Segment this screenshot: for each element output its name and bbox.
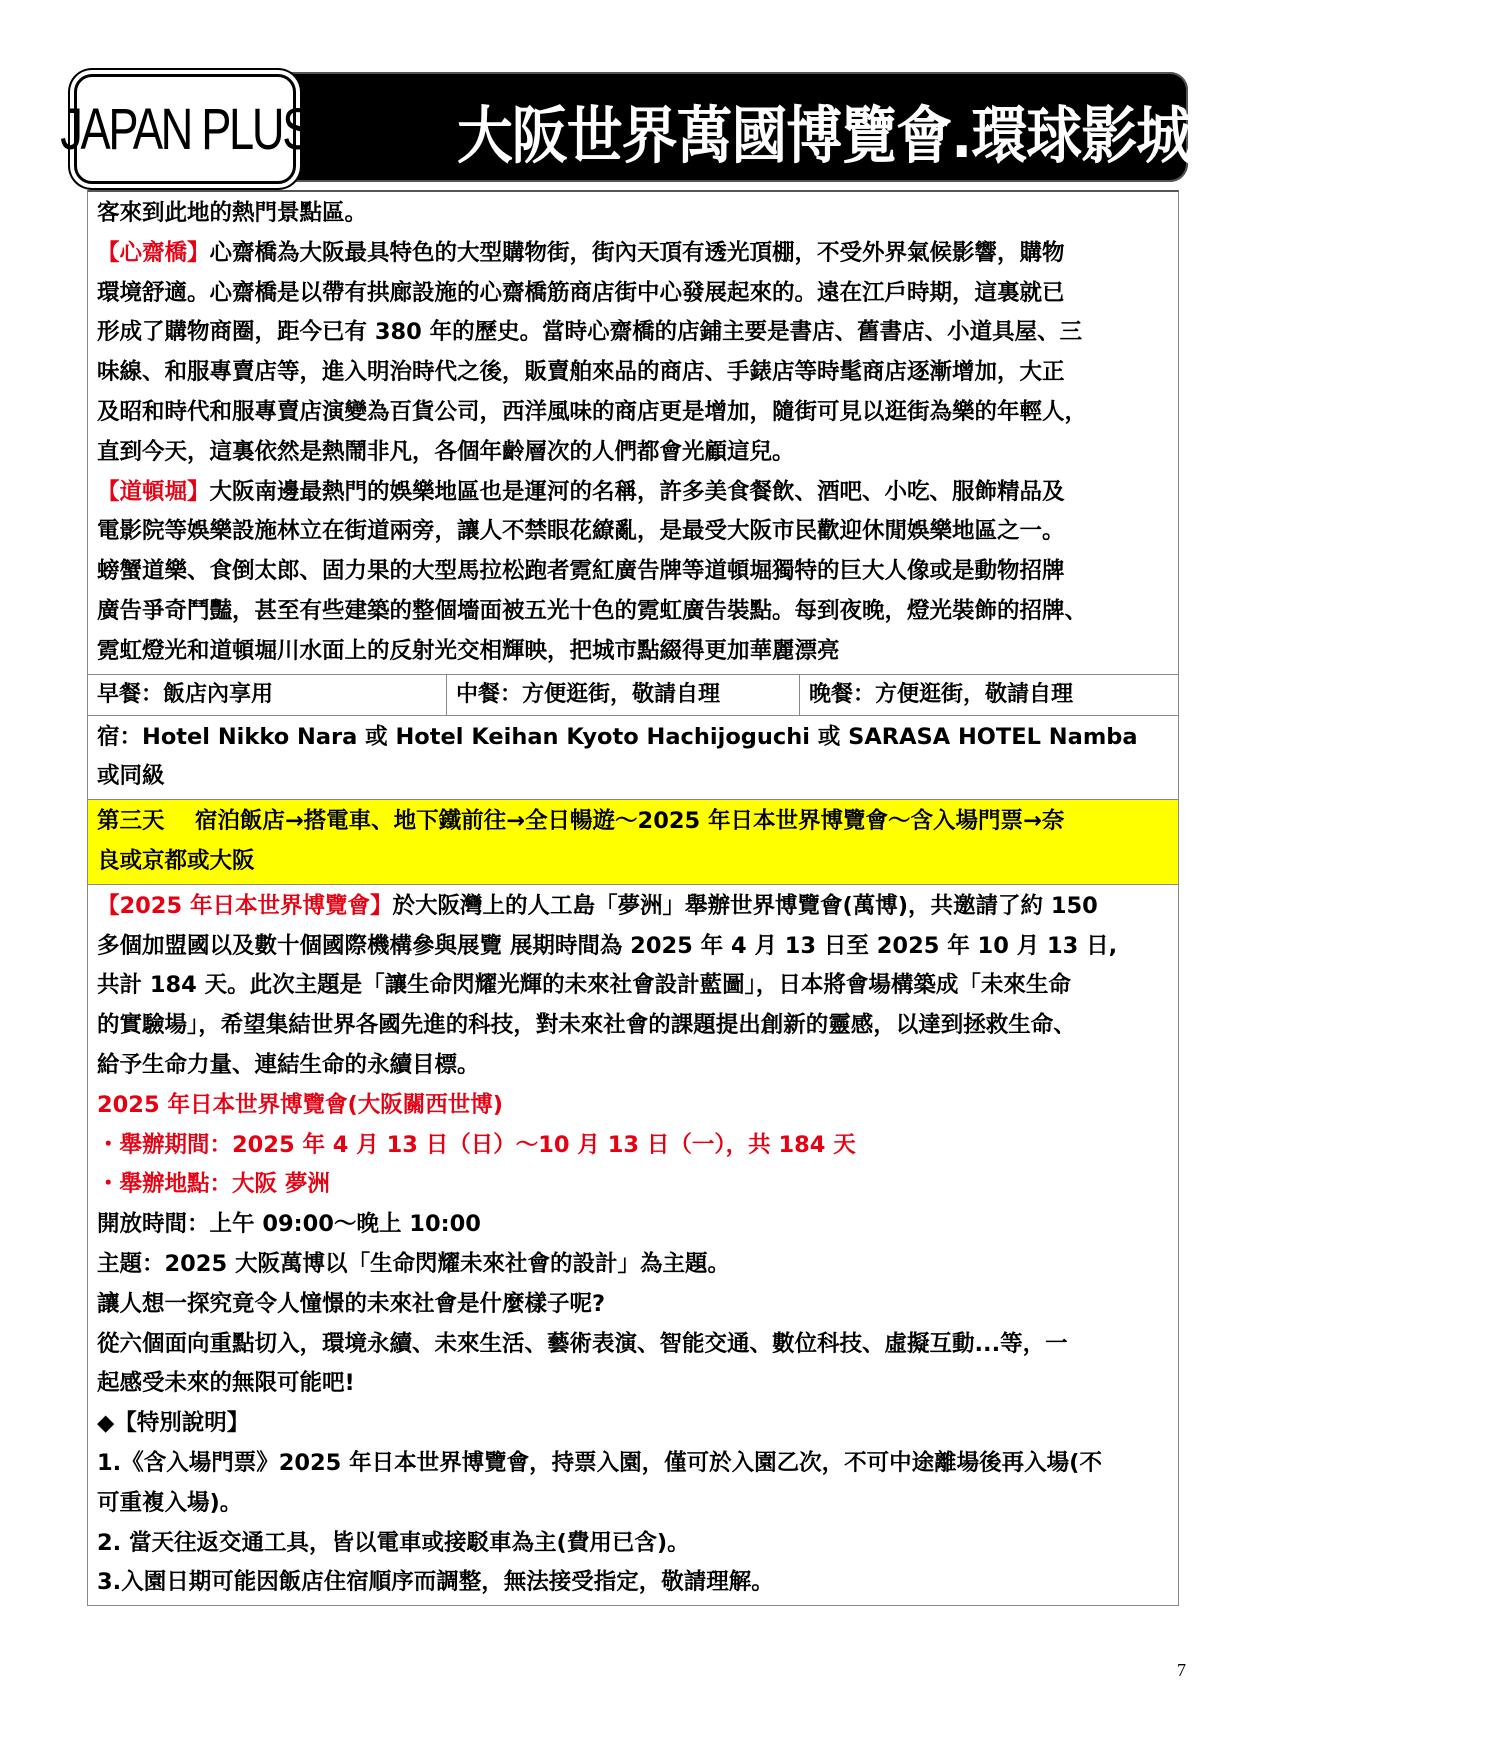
expo-section xyxy=(88,885,1178,1605)
expo-period: ・舉辦期間：2025 年 4 月 13 日（日）～10 月 13 日（一），共 184 天 xyxy=(97,1131,856,1158)
expo-line: 共計 184 天。此次主題是「讓生命閃耀光輝的未來社會設計藍圖」，日本將會場構築成「未來生命 xyxy=(97,972,1071,999)
meals-row xyxy=(88,675,1178,716)
brand-logo xyxy=(60,74,310,184)
itinerary-table xyxy=(87,190,1179,1606)
dotonbori-line: 螃蟹道樂、食倒太郎、固力果的大型馬拉松跑者霓紅廣告牌等道頓堀獨特的巨大人像或是動物招牌 xyxy=(97,558,1065,585)
expo-venue: ・舉辦地點：大阪 夢洲 xyxy=(97,1171,330,1198)
dotonbori-line: 電影院等娛樂設施林立在街道兩旁，讓人不禁眼花繚亂，是最受大阪市民歡迎休閒娛樂地區之一。 xyxy=(97,518,1065,545)
attractions-section xyxy=(88,192,1178,675)
day-heading-line: 第三天 宿泊飯店→搭電車、地下鐵前往→全日暢遊～2025 年日本世界博覽會～含入場門票→奈 xyxy=(97,808,1065,835)
dotonbori-line: 廣告爭奇鬥豔，甚至有些建築的整個墻面被五光十色的霓虹廣告裝點。每到夜晚，燈光裝飾的招牌、 xyxy=(97,597,1088,624)
dotonbori-tag: 【道頓堀】 xyxy=(97,478,210,505)
special-note: 可重複入場)。 xyxy=(97,1489,243,1516)
brand-name: JAPAN PLUS xyxy=(60,96,310,162)
page-number: 7 xyxy=(1177,1660,1186,1680)
expo-question: 讓人想一探究竟令人憧憬的未來社會是什麼樣子呢? xyxy=(97,1290,606,1317)
expo-focus-line: 從六個面向重點切入，環境永續、未來生活、藝術表演、智能交通、數位科技、虛擬互動...等，一 xyxy=(97,1330,1068,1357)
intro-line: 客來到此地的熱門景點區。 xyxy=(97,200,368,226)
shinsaibashi-line: 【心齋橋】心齋橋為大阪最具特色的大型購物街，街內天頂有透光頂棚，不受外界氣候影響，購物 xyxy=(97,239,1065,266)
special-note: 1.《含入場門票》2025 年日本世界博覽會，持票入園，僅可於入園乙次，不可中途離場後再入場(不 xyxy=(97,1449,1102,1476)
shinsaibashi-line: 形成了購物商圈，距今已有 380 年的歷史。當時心齋橋的店鋪主要是書店、舊書店、小道具屋、三 xyxy=(97,319,1083,346)
shinsaibashi-line: 及昭和時代和服專賣店演變為百貨公司，西洋風味的商店更是增加，隨街可見以逛街為樂的年輕人， xyxy=(97,398,1088,425)
expo-line: 【2025 年日本世界博覽會】於大阪灣上的人工島「夢洲」舉辦世界博覽會(萬博)，共邀請了約 150 xyxy=(97,892,1098,919)
hotel-line: 宿：Hotel Nikko Nara 或 Hotel Keihan Kyoto Hachijoguchi 或 SARASA HOTEL Namba xyxy=(97,723,1138,750)
day-three-heading xyxy=(88,800,1178,885)
expo-tag: 【2025 年日本世界博覽會】 xyxy=(97,892,393,919)
expo-hours: 開放時間：上午 09:00～晚上 10:00 xyxy=(97,1211,481,1238)
page-header xyxy=(60,70,1486,186)
special-notes-title: ◆【特別說明】 xyxy=(97,1410,250,1437)
special-note: 2. 當天往返交通工具，皆以電車或接駁車為主(費用已含)。 xyxy=(97,1529,690,1556)
expo-line: 的實驗場」，希望集結世界各國先進的科技，對未來社會的課題提出創新的靈感，以達到拯救生命、 xyxy=(97,1012,1076,1039)
shinsaibashi-line: 味線、和服專賣店等，進入明治時代之後，販賣舶來品的商店、手錶店等時髦商店逐漸增加，大正 xyxy=(97,359,1065,386)
expo-line: 給予生命力量、連結生命的永續目標。 xyxy=(97,1051,480,1078)
expo-theme: 主題：2025 大阪萬博以「生命閃耀未來社會的設計」為主題。 xyxy=(97,1250,730,1277)
dotonbori-line: 霓虹燈光和道頓堀川水面上的反射光交相輝映，把城市點綴得更加華麗漂亮 xyxy=(97,637,840,664)
day-heading-line: 良或京都或大阪 xyxy=(97,847,255,874)
title-banner xyxy=(222,72,1486,182)
shinsaibashi-tag: 【心齋橋】 xyxy=(97,239,210,266)
lunch-cell: 中餐：方便逛街，敬請自理 xyxy=(446,675,799,715)
tour-title: 大阪世界萬國博覽會.環球影城.夢洲島五日 xyxy=(457,99,1486,172)
special-note: 3.入園日期可能因飯店住宿順序而調整，無法接受指定，敬請理解。 xyxy=(97,1569,774,1596)
dinner-cell: 晚餐：方便逛街，敬請自理 xyxy=(799,675,1178,715)
hotel-line: 或同級 xyxy=(97,763,165,790)
breakfast-cell: 早餐：飯店內享用 xyxy=(97,681,274,707)
hotel-row xyxy=(88,716,1178,801)
dotonbori-line: 【道頓堀】大阪南邊最熱門的娛樂地區也是運河的名稱，許多美食餐飲、酒吧、小吃、服飾精品及 xyxy=(97,478,1065,505)
expo-line: 多個加盟國以及數十個國際機構參與展覽 展期時間為 2025 年 4 月 13 日至 2025 年 10 月 13 日, xyxy=(97,932,1118,959)
expo-subtitle: 2025 年日本世界博覽會(大阪關西世博) xyxy=(97,1091,504,1118)
shinsaibashi-line: 直到今天，這裏依然是熱鬧非凡，各個年齡層次的人們都會光顧這兒。 xyxy=(97,438,795,465)
expo-focus-line: 起感受未來的無限可能吧! xyxy=(97,1370,355,1397)
shinsaibashi-line: 環境舒適。心齋橋是以帶有拱廊設施的心齋橋筋商店街中心發展起來的。遠在江戶時期，這裏就已 xyxy=(97,279,1065,306)
